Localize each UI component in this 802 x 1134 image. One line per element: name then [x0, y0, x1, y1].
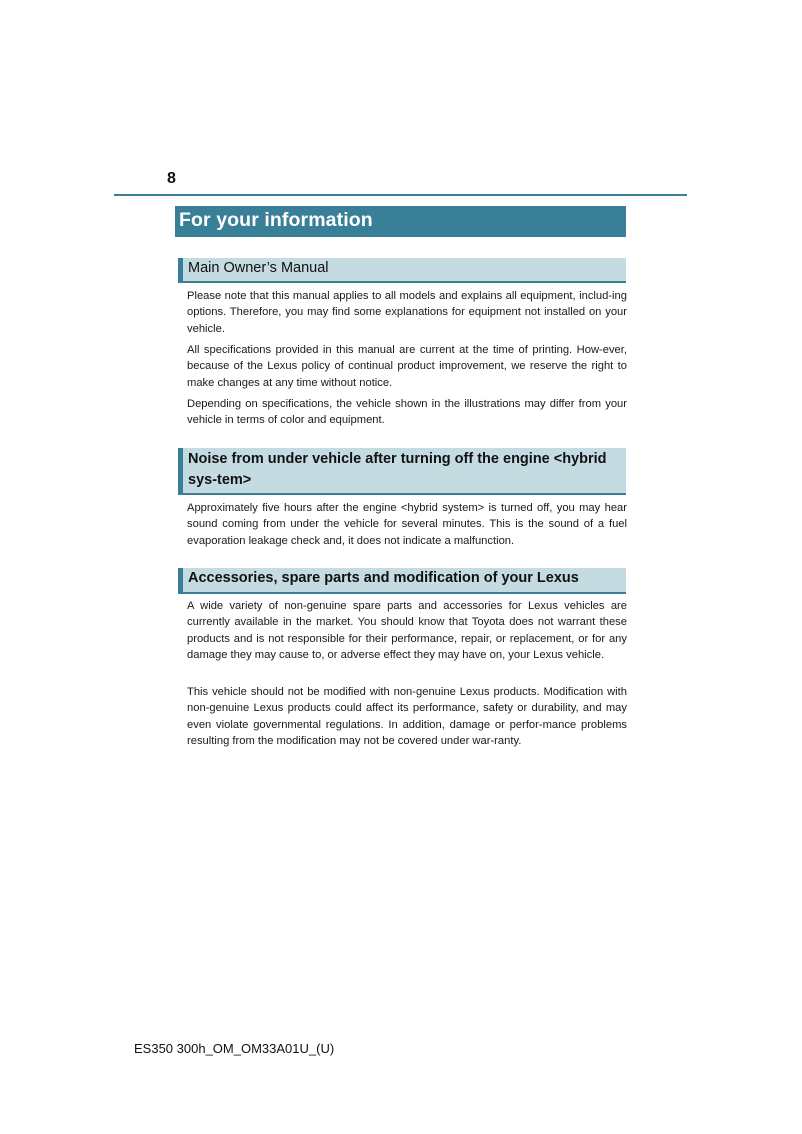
page-title-banner: [175, 206, 626, 237]
section-heading: Main Owner’s Manual: [188, 260, 329, 276]
paragraph: Depending on specifications, the vehicle shown in the illustrations may differ from your vehicle in terms of color and equipment.: [187, 398, 627, 427]
paragraph: Please note that this manual applies to all models and explains all equipment, includ-ing options. Therefore, you may find some explanations for equipment not installed on your vehicle.: [187, 290, 627, 335]
paragraph: A wide variety of non-genuine spare parts and accessories for Lexus vehicles are currently available in the market. You should know that Toyota does not warrant these products and is not responsible for their performance, repair, or replacement, or for any damage they may cause to, or adverse effect they may have on, your Lexus vehicle.: [187, 600, 627, 662]
section-header-noise: [178, 448, 626, 495]
page-number: 8: [167, 170, 176, 187]
section-header-main-owners-manual: [178, 258, 626, 283]
paragraph: Approximately five hours after the engine <hybrid system> is turned off, you may hear sound coming from under the vehicle for several minutes. This is the sound of a fuel evaporation leakage check and, it does not indicate a malfunction.: [187, 502, 627, 547]
section-heading: Accessories, spare parts and modification of your Lexus: [188, 570, 579, 586]
section-header-accessories: [178, 568, 626, 594]
footer-code: ES350 300h_OM_OM33A01U_(U): [134, 1041, 335, 1056]
paragraph: All specifications provided in this manual are current at the time of printing. How-ever, because of the Lexus policy of continual product improvement, we reserve the right to make changes at any time without notice.: [187, 344, 627, 389]
header-rule: [114, 194, 687, 196]
paragraph: This vehicle should not be modified with non-genuine Lexus products. Modification with non-genuine Lexus products could affect its performance, safety or durability, and may even violate governmental regulations. In addition, damage or perfor-mance problems resulting from the modification may not be covered under war-ranty.: [187, 686, 627, 748]
section-heading: Noise from under vehicle after turning off the engine <hybrid sys-tem>: [188, 451, 607, 488]
page-title: For your information: [179, 209, 373, 231]
